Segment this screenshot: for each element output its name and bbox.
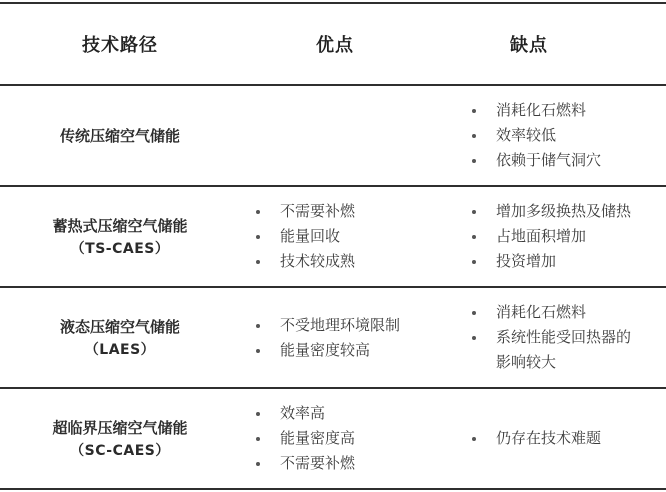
- pros-list: [250, 401, 355, 476]
- header-cell-route: [0, 4, 240, 84]
- route-abbr: （SC-CAES）: [70, 443, 170, 459]
- list-item: 不需要补燃: [250, 451, 355, 476]
- route-cell: [0, 389, 240, 488]
- pros-cell: [240, 288, 452, 387]
- table-row: [0, 86, 666, 185]
- list-item: 占地面积增加: [466, 224, 631, 249]
- cons-cell: [452, 288, 666, 387]
- list-item: 不受地理环境限制: [250, 313, 400, 338]
- bullet-dot-icon: [472, 260, 476, 264]
- bullet-dot-icon: [472, 159, 476, 163]
- bullet-dot-icon: [472, 210, 476, 214]
- list-item: 投资增加: [466, 249, 631, 274]
- list-item: 效率高: [250, 401, 355, 426]
- pros-list: [250, 313, 400, 363]
- cons-list: [466, 300, 631, 375]
- table-bottom-border: [0, 488, 666, 490]
- bullet-dot-icon: [256, 235, 260, 239]
- bullet-dot-icon: [472, 311, 476, 315]
- cons-list: [466, 199, 631, 274]
- bullet-dot-icon: [256, 462, 260, 466]
- cons-list: [466, 98, 601, 173]
- header-cell-cons: [452, 4, 666, 84]
- bullet-dot-icon: [256, 210, 260, 214]
- bullet-dot-icon: [256, 437, 260, 441]
- list-item: 技术较成熟: [250, 249, 355, 274]
- header-pros: 优点: [316, 35, 354, 56]
- list-item: 增加多级换热及储热: [466, 199, 631, 224]
- list-item: 消耗化石燃料: [466, 98, 601, 123]
- bullet-dot-icon: [472, 235, 476, 239]
- bullet-dot-icon: [256, 412, 260, 416]
- pros-list: [250, 199, 355, 274]
- table-row: [0, 389, 666, 488]
- bullet-dot-icon: [472, 437, 476, 441]
- list-item: 依赖于储气洞穴: [466, 148, 601, 173]
- route-abbr: （TS-CAES）: [70, 241, 170, 257]
- list-item: 能量密度高: [250, 426, 355, 451]
- route-name: 液态压缩空气储能: [59, 318, 180, 336]
- cons-cell: [452, 389, 666, 488]
- bullet-dot-icon: [472, 134, 476, 138]
- route-cell: [0, 288, 240, 387]
- list-item: 能量密度较高: [250, 338, 400, 363]
- list-item-continuation: 影响较大: [496, 353, 557, 371]
- pros-cell: [240, 187, 452, 286]
- list-item: 系统性能受回热器的 影响较大: [466, 325, 631, 375]
- route-cell: [0, 86, 240, 185]
- table-row: [0, 288, 666, 387]
- table-header-row: [0, 4, 666, 84]
- bullet-dot-icon: [256, 349, 260, 353]
- cons-list: [466, 426, 601, 451]
- header-cons: 缺点: [510, 35, 548, 56]
- bullet-dot-icon: [472, 109, 476, 113]
- route-cell: [0, 187, 240, 286]
- header-route: 技术路径: [82, 35, 158, 56]
- list-item: 效率较低: [466, 123, 601, 148]
- header-cell-pros: [240, 4, 452, 84]
- route-name: 超临界压缩空气储能: [52, 419, 188, 437]
- bullet-dot-icon: [256, 260, 260, 264]
- pros-cell: [240, 389, 452, 488]
- cons-cell: [452, 86, 666, 185]
- list-item: 不需要补燃: [250, 199, 355, 224]
- route-name: 蓄热式压缩空气储能: [52, 217, 188, 235]
- list-item: 仍存在技术难题: [466, 426, 601, 451]
- route-abbr: （LAES）: [84, 342, 156, 358]
- bullet-dot-icon: [472, 336, 476, 340]
- pros-cell: [240, 86, 452, 185]
- bullet-dot-icon: [256, 324, 260, 328]
- cons-cell: [452, 187, 666, 286]
- list-item: 能量回收: [250, 224, 355, 249]
- list-item: 消耗化石燃料: [466, 300, 631, 325]
- table-row: [0, 187, 666, 286]
- route-name: 传统压缩空气储能: [59, 127, 180, 145]
